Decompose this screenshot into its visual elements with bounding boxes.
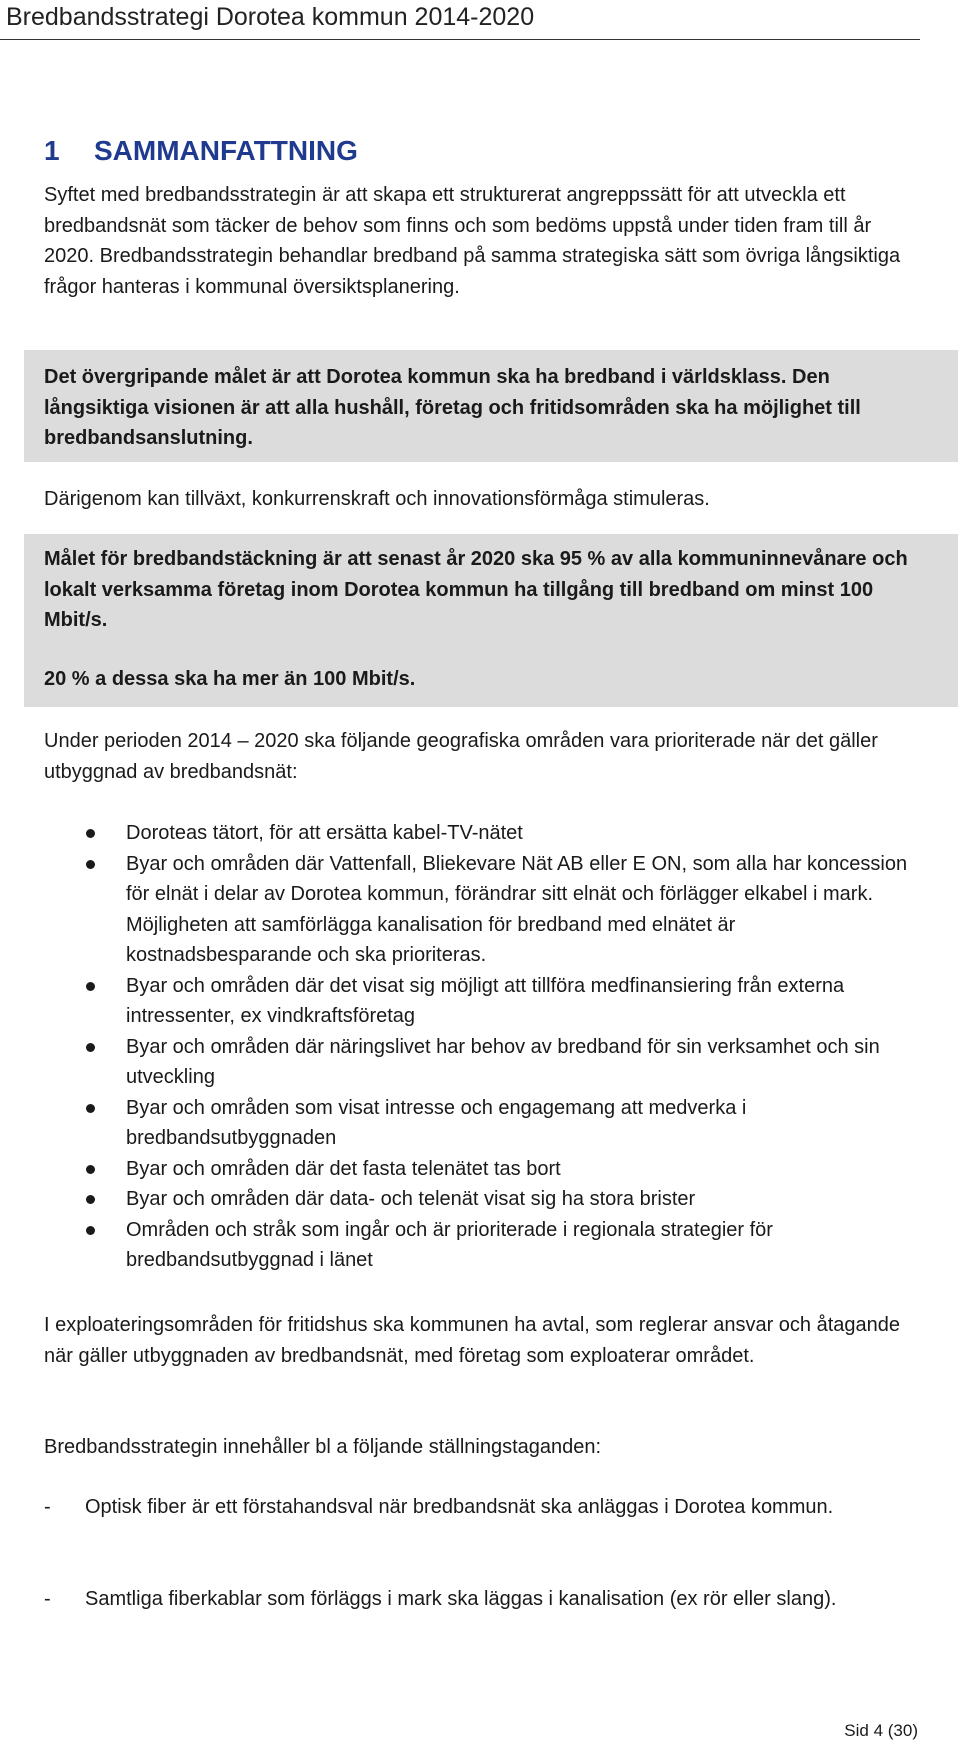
dash-marker: - [44, 1588, 51, 1610]
page-header [0, 0, 920, 40]
section-title: SAMMANFATTNING [94, 135, 358, 166]
positions-intro-paragraph: Bredbandsstrategin innehåller bl a följande ställningstaganden: [44, 1436, 602, 1458]
exploitation-paragraph: I exploateringsområden för fritidshus ska kommunen ha avtal, som reglerar ansvar och åtagande när gäller utbyggnaden av bredbandsnät, med företag som exploaterar området. [44, 1314, 901, 1367]
growth-paragraph: Därigenom kan tillväxt, konkurrenskraft och innovationsförmåga stimuleras. [44, 488, 710, 510]
section-number: 1 [44, 135, 60, 166]
page-number: Sid 4 (30) [844, 1721, 918, 1740]
position-text: Optisk fiber är ett förstahandsval när bredbandsnät ska anläggas i Dorotea kommun. [85, 1496, 834, 1518]
list-item: Byar och områden där Vattenfall, Bliekevare Nät AB eller E ON, som alla har koncession för elnät i delar av Dorotea kommun, förändrar sitt elnät och förlägger elkabel i mark. Möjligheten att samförlägga kanalisation för bredband med elnätet är kostnadsbesparande och ska prioriteras. [44, 849, 924, 971]
position-item [44, 1492, 924, 1523]
list-item: Doroteas tätort, för att ersätta kabel-TV-nätet [44, 818, 924, 849]
dash-marker: - [44, 1496, 51, 1518]
document-title: Bredbandsstrategi Dorotea kommun 2014-2020 [6, 3, 535, 31]
coverage-sub-paragraph: 20 % a dessa ska ha mer än 100 Mbit/s. [44, 668, 416, 690]
intro-paragraph: Syftet med bredbandsstrategin är att skapa ett strukturerat angreppssätt för att utveckla ett bredbandsnät som täcker de behov som finns och som bedöms uppstå under tiden fram till år 2020. Bredbandsstrategin behandlar bredband på samma strategiska sätt som övriga långsiktiga frågor hanteras i kommunal översiktsplanering. [44, 184, 901, 298]
position-item [44, 1584, 924, 1615]
coverage-goal-paragraph: Målet för bredbandstäckning är att senast år 2020 ska 95 % av alla kommuninnevånare och lokalt verksamma företag inom Dorotea kommun ha tillgång till bredband om minst 100 Mbit/s. [44, 548, 908, 631]
priority-intro-paragraph: Under perioden 2014 – 2020 ska följande geografiska områden vara prioriterade när det gäller utbyggnad av bredbandsnät: [44, 730, 878, 783]
list-item: Områden och stråk som ingår och är prioriterade i regionala strategier för bredbandsutbyggnad i länet [44, 1215, 924, 1276]
list-item: Byar och områden där det fasta telenätet tas bort [44, 1154, 924, 1185]
section-heading [44, 134, 358, 168]
list-item: Byar och områden där data- och telenät visat sig ha stora brister [44, 1184, 924, 1215]
list-item: Byar och områden som visat intresse och engagemang att medverka i bredbandsutbyggnaden [44, 1093, 924, 1154]
list-item: Byar och områden där det visat sig möjligt att tillföra medfinansiering från externa intressenter, ex vindkraftsföretag [44, 971, 924, 1032]
position-text: Samtliga fiberkablar som förläggs i mark ska läggas i kanalisation (ex rör eller slang). [85, 1588, 837, 1610]
goal-paragraph: Det övergripande målet är att Dorotea kommun ska ha bredband i världsklass. Den långsiktiga visionen är att alla hushåll, företag och fritidsområden ska ha möjlighet till bredbandsanslutning. [44, 366, 861, 449]
list-item: Byar och områden där näringslivet har behov av bredband för sin verksamhet och sin utveckling [44, 1032, 924, 1093]
priority-areas-list [44, 818, 924, 1276]
